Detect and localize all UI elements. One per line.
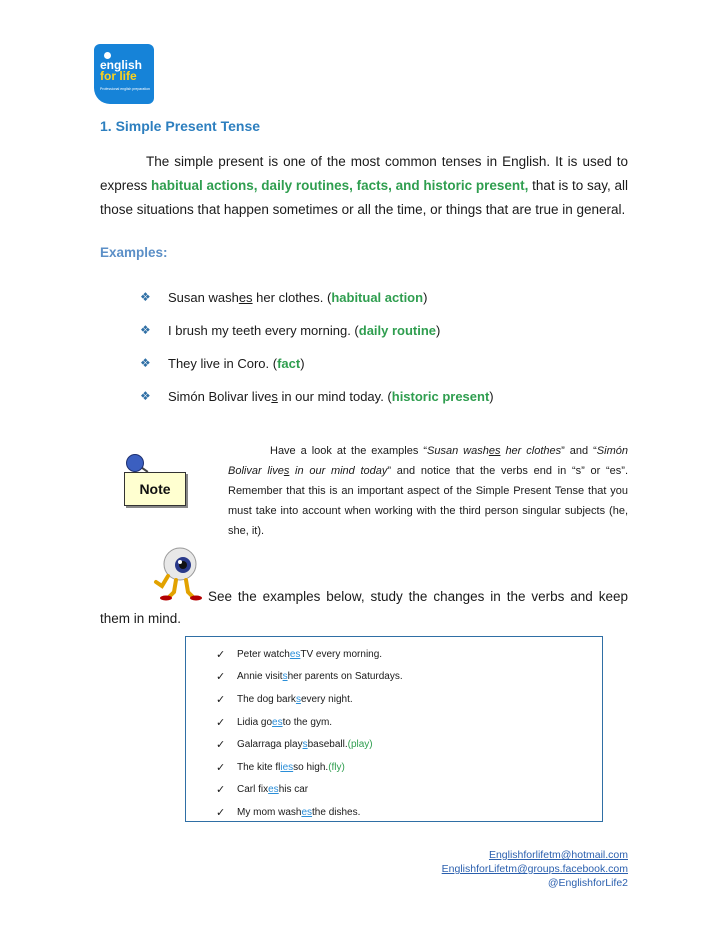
logo-tagline: Professional english preparation <box>100 87 151 91</box>
verb-suffix: es <box>272 716 283 728</box>
verb-suffix: es <box>238 290 253 305</box>
examples-list <box>140 290 494 422</box>
example-item <box>140 290 494 323</box>
footer-twitter[interactable]: @EnglishforLife2 <box>547 877 628 889</box>
check-item <box>216 779 403 802</box>
english-for-life-logo <box>94 44 154 104</box>
note-text: Have a look at the examples “ <box>270 445 427 457</box>
footer-group-link[interactable]: EnglishforLifetm@groups.facebook.com <box>441 863 628 875</box>
check-text: Carl fix <box>237 784 269 796</box>
verb-suffix: es <box>301 806 313 818</box>
check-text: Galarraga play <box>237 739 303 751</box>
check-icon: ✓ <box>216 693 226 706</box>
diamond-bullet-icon: ❖ <box>140 323 151 337</box>
example-text: Simón Bolivar live <box>168 389 272 404</box>
note-italic: in our mind today <box>289 465 388 477</box>
example-tag: fact <box>277 356 301 371</box>
check-icon: ✓ <box>216 806 226 819</box>
diamond-bullet-icon: ❖ <box>140 356 151 370</box>
verb-suffix: s <box>283 465 290 477</box>
check-text: Annie visit <box>237 671 283 683</box>
example-item <box>140 389 494 422</box>
note-italic: Susan wash <box>427 445 489 457</box>
check-list <box>216 643 403 824</box>
section-title: 1. Simple Present Tense <box>100 118 261 134</box>
check-item <box>216 688 403 711</box>
example-text: ) <box>423 290 428 305</box>
check-icon: ✓ <box>216 671 226 684</box>
check-item <box>216 711 403 734</box>
intro-paragraph <box>100 150 628 222</box>
example-text: Susan wash <box>168 290 239 305</box>
check-icon: ✓ <box>216 761 226 774</box>
example-text: her clothes. ( <box>252 290 332 305</box>
note-italic: Simón Bolivar live <box>228 445 628 477</box>
check-text: his car <box>278 784 309 796</box>
verb-suffix: s <box>282 671 288 683</box>
note-label: Note <box>124 472 186 506</box>
note-text: ” and notice that the verbs end in “s” or “es”. Remember that this is an important aspect of the Simple Present Tense that you must take into account when working with the third person singular subjects (he, she, it). <box>228 465 628 537</box>
note-italic: her clothes <box>500 445 562 457</box>
eye-character-icon <box>144 542 208 602</box>
example-text: ) <box>300 356 305 371</box>
check-text: TV every morning. <box>300 648 383 660</box>
see-examples-line1: See the examples below, study the changes in the verbs and keep <box>208 589 628 604</box>
check-text: The kite fl <box>237 761 281 773</box>
check-item <box>216 733 403 756</box>
check-item <box>216 643 403 666</box>
check-icon: ✓ <box>216 739 226 752</box>
example-text: in our mind today. ( <box>277 389 392 404</box>
verb-hint: (fly) <box>328 761 345 773</box>
check-text: to the gym. <box>282 716 333 728</box>
intro-text-2: that is to say, all those situations that happen sometimes or all the time, or things that are true in general. <box>100 178 628 217</box>
verb-suffix: s <box>271 389 278 404</box>
verb-suffix: es <box>488 445 501 457</box>
check-text: so high. <box>293 761 329 773</box>
example-text: I brush my teeth every morning. ( <box>168 323 359 338</box>
note-paragraph <box>228 441 628 541</box>
see-examples-line2: them in mind. <box>100 611 182 626</box>
example-tag: historic present <box>391 389 490 404</box>
check-item <box>216 666 403 689</box>
footer-contacts <box>442 848 628 890</box>
footer-email-link[interactable]: Englishforlifetm@hotmail.com <box>488 849 628 861</box>
logo-line2: for life <box>100 69 137 83</box>
note-text: ” and “ <box>561 445 597 457</box>
check-text: Peter watch <box>237 648 290 660</box>
verb-suffix: es <box>289 648 301 660</box>
example-text: They live in Coro. ( <box>168 356 278 371</box>
example-tag: daily routine <box>358 323 437 338</box>
check-text: The dog bark <box>237 693 296 705</box>
check-item <box>216 756 403 779</box>
check-text: her parents on Saturdays. <box>287 671 403 683</box>
check-icon: ✓ <box>216 716 226 729</box>
example-tag: habitual action <box>331 290 424 305</box>
verb-suffix: s <box>295 693 301 705</box>
example-text: ) <box>436 323 441 338</box>
check-text: My mom wash <box>237 806 302 818</box>
check-icon: ✓ <box>216 648 226 661</box>
check-item <box>216 801 403 824</box>
check-text: Lidia go <box>237 716 273 728</box>
check-text: baseball. <box>307 739 348 751</box>
examples-label: Examples: <box>100 245 168 260</box>
diamond-bullet-icon: ❖ <box>140 290 151 304</box>
intro-text-1: The simple present is one of the most common tenses in English. It is used to express <box>100 154 628 193</box>
check-text: every night. <box>300 693 353 705</box>
verb-suffix: ies <box>280 761 294 773</box>
check-icon: ✓ <box>216 784 226 797</box>
example-text: ) <box>489 389 494 404</box>
note-pin-icon <box>120 452 192 508</box>
diamond-bullet-icon: ❖ <box>140 389 151 403</box>
check-text: the dishes. <box>312 806 361 818</box>
verb-suffix: es <box>268 784 279 796</box>
verb-hint: (play) <box>347 739 373 751</box>
pin-head <box>126 454 144 472</box>
intro-highlight: habitual actions, daily routines, facts, and historic present, <box>151 178 529 193</box>
verb-suffix: s <box>302 739 308 751</box>
example-item <box>140 356 494 389</box>
example-item <box>140 323 494 356</box>
logo-line1: english <box>100 58 143 72</box>
